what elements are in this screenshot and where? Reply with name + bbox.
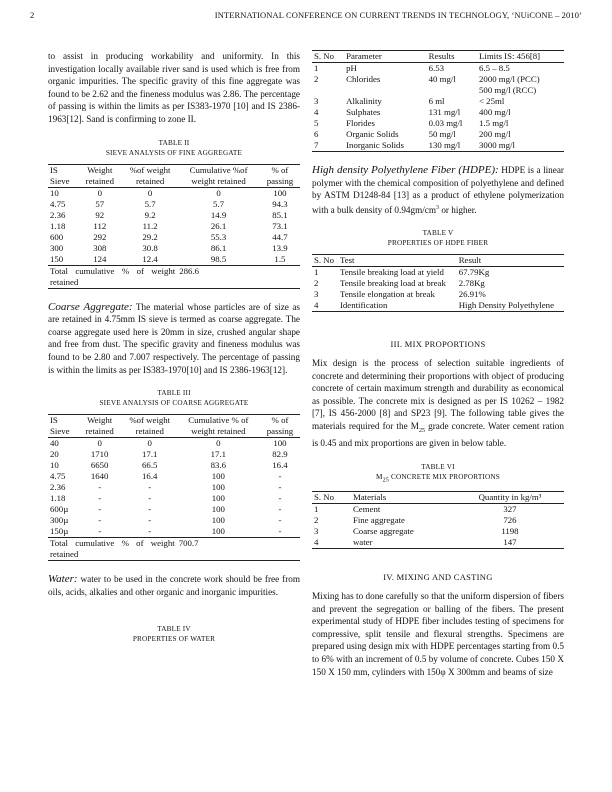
table-cell: 130 mg/l: [428, 140, 461, 150]
total-label-cell: Total cumulative % of weight retained: [50, 538, 175, 560]
table-cell: < 25ml: [479, 96, 505, 106]
table-cell: 100: [211, 493, 225, 504]
table-cell: Cement: [352, 504, 381, 515]
table6-title-a: M: [376, 473, 383, 482]
table-header-cell: Materials: [352, 492, 387, 503]
table-total-row: [48, 265, 300, 288]
table-row: [48, 232, 300, 243]
table3-title: SIEVE ANALYSIS OF COARSE AGGREGATE: [99, 399, 249, 408]
table-header-cell: S. No: [314, 51, 335, 61]
table-cell: 100: [211, 471, 225, 482]
hdpe-text-sup: 3: [436, 204, 440, 211]
table-cell: 308: [93, 242, 107, 253]
table-header-cell: Limits IS: 456[8]: [479, 51, 541, 61]
total-value-cell: 700.7: [178, 538, 199, 549]
table-cell: -: [148, 504, 152, 515]
table-cell: -: [148, 515, 152, 526]
table-cell: 6 ml: [428, 96, 445, 106]
table-cell: 5.7: [144, 198, 156, 209]
table-header-cell: IS Sieve: [50, 164, 70, 186]
table-cell: 600µ: [50, 504, 69, 515]
table-cell: 2: [314, 278, 319, 289]
table-cell: 0: [147, 187, 153, 198]
mix-text-a: Mix design is the process of selection suitable ingredients of concrete and determining their proportions with object of producing concrete of certain maximum strength and durability as economical as possible. The concrete mix is designed as per IS 10262 – 1982 [7], IS 456-2000 [8] and SP23 [9]. The following table gives the materials required for the M: [312, 358, 564, 431]
table-row: [48, 199, 300, 210]
table-cell: 82.9: [272, 449, 288, 460]
table4-number: TABLE IV: [157, 625, 191, 634]
table-header-cell: Cumulative %of weight retained: [189, 164, 248, 186]
table-cell: 4: [314, 300, 319, 311]
table-cell: 26.91%: [458, 289, 486, 300]
table-cell: 5: [314, 118, 319, 128]
table-cell: 600: [50, 231, 64, 242]
table-cell: 2: [314, 74, 319, 84]
table-cell: 6: [314, 129, 319, 139]
table-cell: 300µ: [50, 515, 69, 526]
table-cell: 2000 mg/l (PCC) 500 mg/l (RCC): [479, 74, 540, 95]
table-header-cell: Test: [339, 255, 355, 266]
table-cell: 2.78Kg: [458, 278, 485, 289]
table-cell: 0: [216, 187, 221, 198]
mix-proportions-table: [312, 491, 564, 549]
table-cell: 44.7: [272, 231, 288, 242]
table3-number: TABLE III: [157, 389, 191, 398]
table-row: [48, 504, 300, 515]
table-cell: 0: [216, 438, 221, 449]
table-cell: pH: [346, 63, 357, 73]
table-cell: 86.1: [210, 242, 227, 253]
section-3-title: III. MIX PROPORTIONS: [390, 339, 486, 350]
mix-text-sub: 25: [418, 427, 425, 434]
table-cell: 100: [211, 504, 225, 515]
table-cell: 50 mg/l: [428, 129, 456, 139]
table-cell: Tensile elongation at break: [339, 289, 435, 300]
table-cell: 85.1: [272, 209, 288, 220]
table-cell: 124: [93, 253, 107, 264]
table-cell: 2: [314, 515, 319, 526]
table-cell: 3: [314, 526, 319, 537]
table-cell: 20: [50, 449, 59, 460]
hdpe-text-b: or higher.: [439, 204, 477, 215]
table-cell: 1.18: [50, 493, 66, 504]
table-cell: 1: [314, 63, 319, 73]
table-cell: Fine aggregate: [352, 515, 405, 526]
table-cell: 1.18: [50, 220, 66, 231]
table6-title: [312, 472, 564, 485]
table-cell: 0: [147, 438, 152, 449]
table-cell: 9.2: [144, 209, 156, 220]
table-header-cell: Results: [428, 51, 455, 61]
table-row: [312, 267, 564, 279]
table-row: [312, 537, 564, 549]
table-cell: 400 mg/l: [479, 107, 511, 117]
table-cell: 150µ: [50, 526, 69, 537]
table-cell: 3000 mg/l: [479, 140, 515, 150]
page-number: 2: [30, 10, 35, 20]
table-header-cell: %of weight retained: [129, 415, 171, 437]
table-cell: Coarse aggregate: [352, 526, 414, 537]
table-cell: -: [98, 482, 102, 493]
mix-text-b: grade concrete. Water cement ration is 0.45 and mix proportions are given in below table.: [312, 421, 564, 449]
table-cell: 4: [314, 107, 319, 117]
table-cell: -: [98, 526, 102, 537]
table-header-cell: Weight retained: [85, 415, 114, 437]
hdpe-heading: High density Polyethylene Fiber (HDPE):: [312, 164, 499, 176]
table-row: [312, 300, 564, 312]
table-cell: 1710: [90, 449, 109, 460]
table-cell: 100: [273, 438, 287, 449]
table-cell: 200 mg/l: [479, 129, 511, 139]
table-row: [48, 493, 300, 504]
water-text: water to be used in the concrete work should be free from oils, acids, alkalies and other organic and inorganic impurities.: [48, 574, 300, 597]
table-cell: 1: [314, 267, 319, 278]
table-row: [48, 515, 300, 526]
table-row: [312, 278, 564, 289]
table6-caption: [312, 462, 564, 485]
table-cell: 150: [50, 253, 64, 264]
hdpe-paragraph: [312, 164, 564, 216]
table-cell: 6650: [90, 460, 109, 471]
table-cell: -: [278, 504, 282, 515]
table-cell: -: [148, 493, 152, 504]
table-cell: 4.75: [50, 198, 66, 209]
table-header-cell: Parameter: [346, 51, 382, 61]
table-row: [48, 526, 300, 538]
total-label-cell: Total cumulative % of weight retained: [50, 265, 176, 287]
table-cell: 16.4: [272, 460, 288, 471]
table-cell: -: [278, 526, 282, 537]
mix-proportions-paragraph: [312, 357, 564, 450]
table-header-cell: Cumulative % of weight retained: [188, 415, 249, 437]
table-cell: 1.5: [274, 253, 286, 264]
table-cell: 40: [50, 438, 59, 449]
table-row: [312, 515, 564, 526]
table-cell: 98.5: [210, 253, 227, 264]
table-cell: 14.9: [210, 209, 227, 220]
table-header-cell: % of passing: [266, 164, 294, 186]
table5-number: TABLE V: [422, 229, 454, 238]
table-cell: 73.1: [272, 220, 288, 231]
table-cell: 40 mg/l: [428, 74, 456, 84]
table-cell: 29.2: [142, 231, 158, 242]
table-cell: 2.36: [50, 482, 66, 493]
table-cell: 0.03 mg/l: [428, 118, 463, 128]
table-row: [312, 504, 564, 516]
table-cell: 13.9: [272, 242, 288, 253]
coarse-aggregate-heading: Coarse Aggregate:: [48, 300, 133, 313]
table-row: [312, 129, 564, 140]
water-paragraph: [48, 573, 300, 598]
table-cell: 0: [97, 438, 102, 449]
table-cell: 100: [273, 187, 287, 198]
coarse-aggregate-paragraph: [48, 301, 300, 377]
table-cell: 147: [503, 537, 517, 548]
table-row: [48, 187, 300, 199]
table2-number: TABLE II: [158, 138, 190, 147]
table-row: [312, 118, 564, 129]
table-cell: Alkalinity: [346, 96, 382, 106]
table-cell: 1.5 mg/l: [479, 118, 509, 128]
table-cell: 17.1: [210, 449, 227, 460]
table-row: [312, 74, 564, 96]
water-properties-table: [312, 50, 564, 152]
hdpe-text-a: HDPE is a linear polymer with the chemical composition of polyethylene and defined by ASTM D1248-84 [13] as a product of ethylene polymerization with a bulk density of 0.94gm/cm: [312, 165, 564, 215]
table-cell: 17.1: [142, 449, 158, 460]
table6-number: TABLE VI: [421, 463, 455, 472]
table-header-cell: % of passing: [266, 415, 294, 437]
table-cell: 6.53: [428, 63, 445, 73]
table-row: [48, 482, 300, 493]
table-cell: 83.6: [210, 460, 227, 471]
table-cell: 100: [211, 515, 225, 526]
table3-caption: [48, 388, 300, 408]
table-cell: Inorganic Solids: [346, 140, 404, 150]
table-cell: -: [278, 482, 282, 493]
table-cell: 1640: [90, 471, 109, 482]
water-heading: Water:: [48, 573, 78, 586]
table-header-cell: Result: [458, 255, 482, 266]
table-cell: 67.79Kg: [458, 267, 490, 278]
table-row: [312, 289, 564, 300]
table-cell: Tensile breaking load at yield: [339, 267, 444, 278]
left-column: [48, 50, 300, 650]
table-cell: Tensile breaking load at break: [339, 278, 446, 289]
table-row: [48, 460, 300, 471]
total-value-cell: 286.6: [179, 265, 200, 276]
table-row: [312, 107, 564, 118]
coarse-aggregate-table: [48, 414, 300, 561]
table-cell: 26.1: [210, 220, 227, 231]
table-cell: Identification: [339, 300, 388, 311]
table-cell: 11.2: [142, 220, 158, 231]
table-cell: 16.4: [142, 471, 158, 482]
table-cell: 131 mg/l: [428, 107, 461, 117]
table-cell: 94.3: [272, 198, 288, 209]
table-cell: 4: [314, 537, 319, 548]
table-cell: 2.36: [50, 209, 66, 220]
table-header-cell: Weight retained: [85, 164, 114, 186]
table-header-cell: IS Sieve: [50, 415, 70, 437]
table-cell: 5.7: [213, 198, 225, 209]
table-row: [48, 221, 300, 232]
table-row: [312, 63, 564, 75]
table-cell: High Density Polyethylene: [458, 300, 554, 311]
table-cell: -: [278, 471, 282, 482]
hdpe-properties-table: [312, 254, 564, 312]
table-cell: -: [98, 504, 102, 515]
table2-caption: [48, 138, 300, 158]
table-header-cell: S. No: [314, 255, 335, 266]
table-cell: 3: [314, 289, 319, 300]
table-row: [48, 471, 300, 482]
table-cell: -: [98, 493, 102, 504]
table-header-cell: Quantity in kg/m³: [478, 492, 542, 503]
table-cell: Florides: [346, 118, 375, 128]
intro-paragraph: to assist in producing workability and uniformity. In this investigation locally available river sand is used which is free from organic impurities. The specific gravity of this fine aggregate was found to be 2.62 and the fineness modulus was 2.86. The percentage of passing is within the limits as per IS383-1970 [10] and IS 2386-1963[12]. Sand is confirming to zone II.: [48, 51, 300, 124]
table-cell: 726: [503, 515, 517, 526]
table-row: [48, 438, 300, 450]
table-cell: Sulphates: [346, 107, 381, 117]
table5-caption: [312, 228, 564, 248]
coarse-aggregate-text: The material whose particles are of size as are retained in 4.75mm IS sieve is termed as coarse aggregate. The coarse aggregate used here is 20mm in size, crushed angular shape and free from dust. The specific gravity and fineness modulus was found to be 2.80 and 7.007 respectively. The percentage of passing is within the limits as per IS383-1970[10] and IS 2386-1963[12].: [48, 301, 300, 375]
table-cell: 112: [93, 220, 107, 231]
table6-title-sub: 25: [382, 477, 389, 484]
table-cell: water: [352, 537, 373, 548]
table-row: [48, 243, 300, 254]
table-row: [48, 449, 300, 460]
table-cell: Chlorides: [346, 74, 381, 84]
table-cell: 10: [50, 460, 59, 471]
table-cell: 292: [93, 231, 107, 242]
table-cell: 6.5 – 8.5: [479, 63, 510, 73]
table4-title: PROPERTIES OF WATER: [132, 635, 216, 644]
table-cell: -: [148, 526, 152, 537]
table-header-cell: %of weight retained: [129, 164, 171, 186]
conference-title: INTERNATIONAL CONFERENCE ON CURRENT TRENDS IN TECHNOLOGY, ‘NUiCONE – 2010’: [214, 10, 582, 20]
mixing-paragraph: Mixing has to done carefully so that the uniform dispersion of fibers and prevent the segregation or balling of the fibers. The present experimental study of HDPE fiber includes testing of specimens for compressive, split tensile and flexural strengths. Specimens are prepared using design mix with HDPE percentages starting from 0.5 to 6% with an increment of 0.5 by volume of concrete. Cubes 150 X 150 X 150 mm, cylinders with 150φ X 300mm and beams of size: [312, 591, 564, 677]
table-cell: 100: [211, 526, 225, 537]
table-cell: 100: [211, 482, 225, 493]
table2-title: SIEVE ANALYSIS OF FINE AGGREGATE: [105, 148, 243, 157]
table-cell: -: [148, 482, 152, 493]
table-cell: 10: [50, 187, 59, 198]
table-cell: -: [98, 515, 102, 526]
table-cell: 4.75: [50, 471, 66, 482]
table-row: [312, 526, 564, 537]
table-cell: 3: [314, 96, 319, 106]
table-cell: 92: [95, 209, 105, 220]
table-cell: 1: [314, 504, 319, 515]
table-row: [48, 254, 300, 266]
table-header-cell: S. No: [314, 492, 335, 503]
table-cell: -: [278, 493, 282, 504]
table-cell: 1198: [501, 526, 519, 537]
table-row: [48, 210, 300, 221]
table-cell: 300: [50, 242, 64, 253]
table-cell: 55.3: [210, 231, 227, 242]
section-4-title: IV. MIXING AND CASTING: [383, 572, 493, 583]
table-cell: 30.8: [142, 242, 158, 253]
table-cell: 0: [97, 187, 103, 198]
table-cell: 12.4: [142, 253, 158, 264]
table-cell: 327: [503, 504, 517, 515]
table4-caption: [48, 624, 300, 644]
table-cell: 7: [314, 140, 319, 150]
fine-aggregate-table: [48, 164, 300, 289]
table6-title-b: CONCRETE MIX PROPORTIONS: [389, 473, 500, 482]
table-row: [312, 140, 564, 152]
table-cell: 66.5: [142, 460, 158, 471]
table-cell: -: [278, 515, 282, 526]
table-cell: Organic Solids: [346, 129, 399, 139]
table5-title: PROPERTIES OF HDPE FIBER: [387, 239, 489, 248]
right-column: [312, 50, 564, 684]
table-row: [312, 96, 564, 107]
table-cell: 57: [95, 198, 105, 209]
table-total-row: [48, 538, 300, 561]
